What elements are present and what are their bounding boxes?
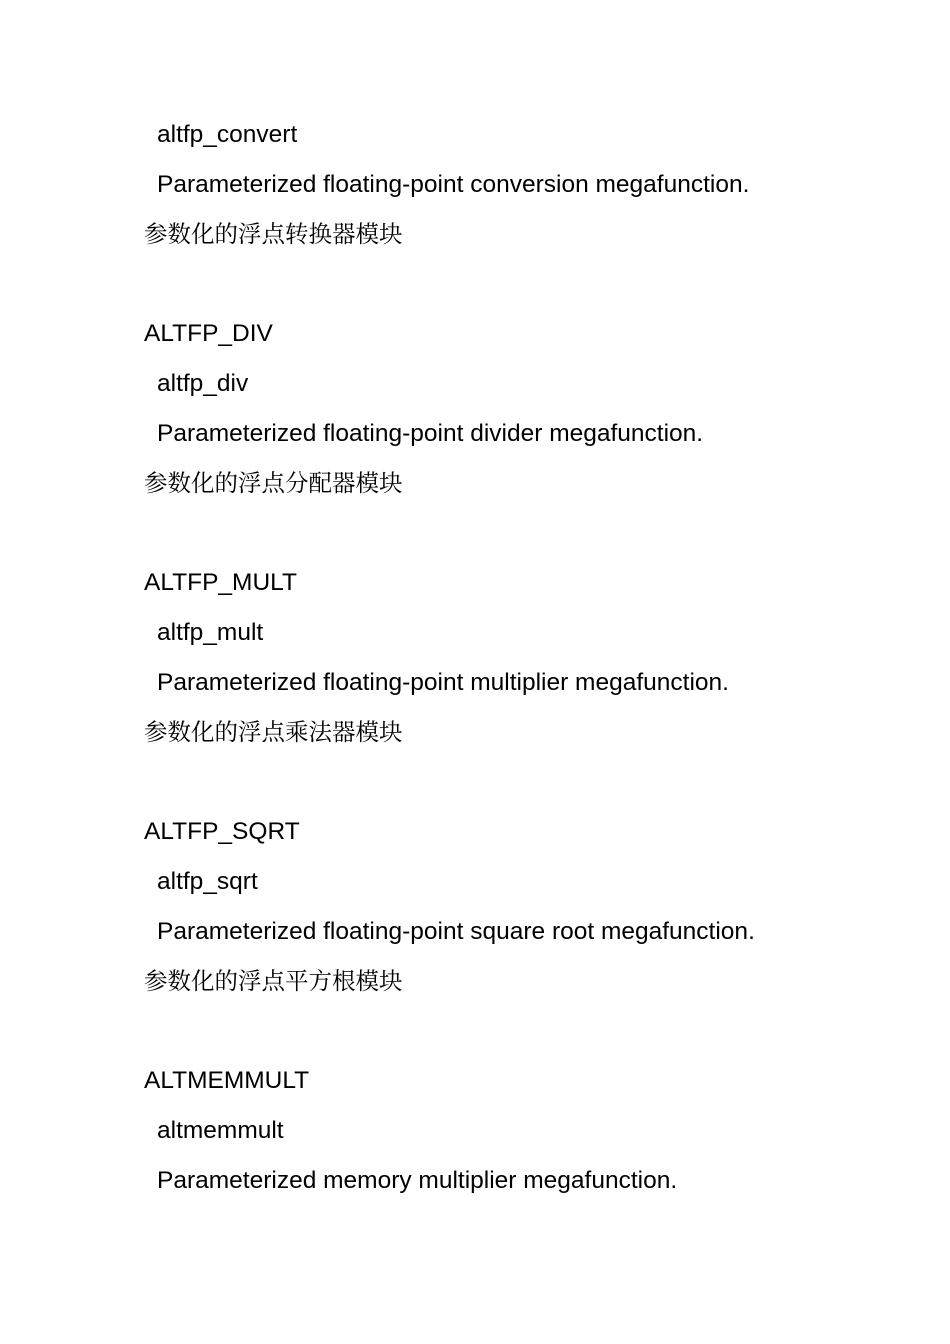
entry-altfp-mult bbox=[144, 558, 864, 757]
entry-altfp-sqrt bbox=[144, 807, 864, 1006]
document-body bbox=[144, 110, 864, 1206]
entry-heading: ALTMEMMULT bbox=[144, 1067, 310, 1095]
entry-altfp-div bbox=[144, 309, 864, 508]
entry-chinese-description: 参数化的浮点转换器模块 bbox=[144, 219, 403, 248]
entry-spacer bbox=[144, 757, 864, 807]
entry-name: altfp_div bbox=[157, 369, 249, 397]
entry-spacer bbox=[144, 259, 864, 309]
entry-description: Parameterized floating-point conversion megafunction. bbox=[157, 170, 750, 198]
entry-altmemmult bbox=[144, 1056, 864, 1205]
entry-name: altmemmult bbox=[157, 1116, 284, 1144]
entry-spacer bbox=[144, 508, 864, 558]
entry-chinese-description: 参数化的浮点分配器模块 bbox=[144, 468, 403, 497]
entry-heading: ALTFP_DIV bbox=[144, 320, 273, 348]
entry-altfp-convert bbox=[144, 110, 864, 259]
entry-description: Parameterized memory multiplier megafunction. bbox=[157, 1166, 678, 1194]
entry-chinese-description: 参数化的浮点乘法器模块 bbox=[144, 717, 403, 746]
entry-heading: ALTFP_MULT bbox=[144, 569, 297, 597]
entry-name: altfp_convert bbox=[157, 121, 298, 148]
entry-heading: ALTFP_SQRT bbox=[144, 818, 300, 846]
entry-name: altfp_mult bbox=[157, 618, 264, 646]
entry-description: Parameterized floating-point divider megafunction. bbox=[157, 419, 704, 447]
entry-description: Parameterized floating-point square root megafunction. bbox=[157, 917, 755, 945]
entry-description: Parameterized floating-point multiplier megafunction. bbox=[157, 668, 729, 696]
entry-name: altfp_sqrt bbox=[157, 867, 258, 895]
entry-chinese-description: 参数化的浮点平方根模块 bbox=[144, 966, 403, 995]
entry-spacer bbox=[144, 1006, 864, 1056]
